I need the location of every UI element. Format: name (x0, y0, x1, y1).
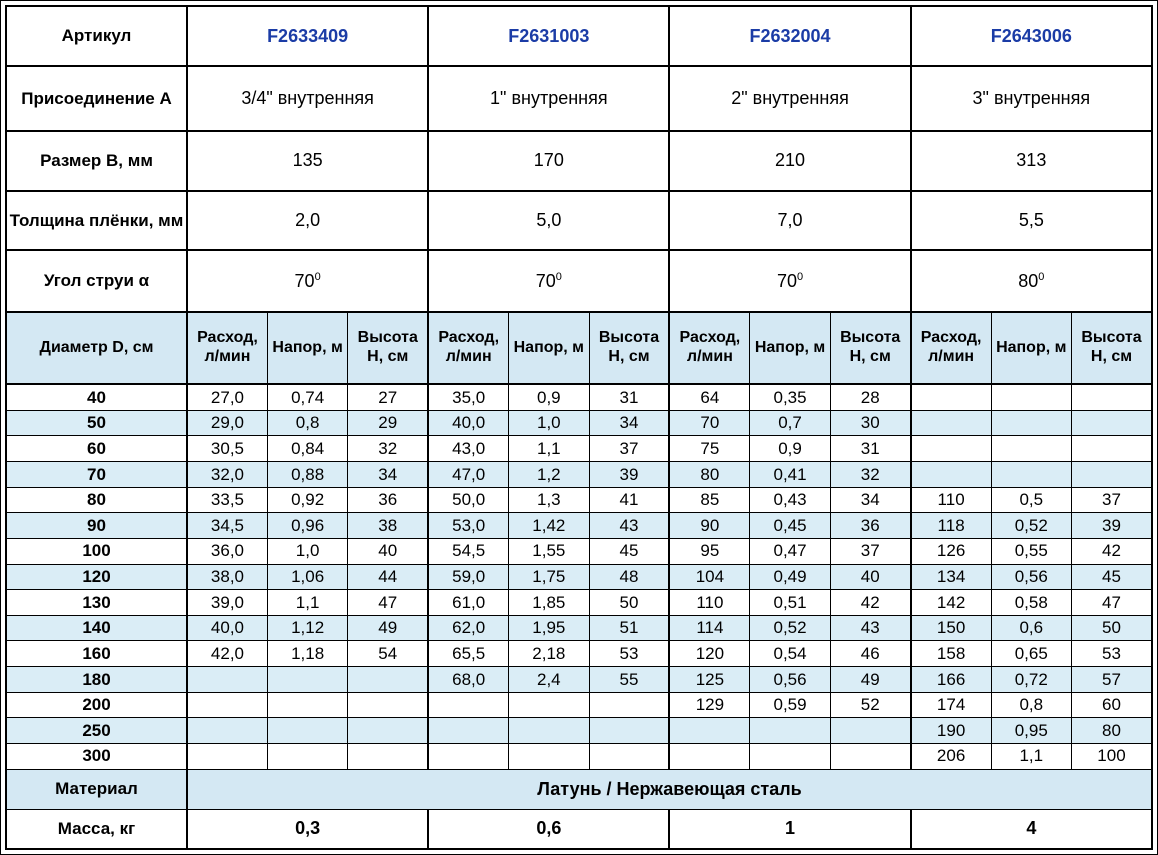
data-row-d50 (6, 410, 1152, 436)
col-header-height: Высота Н, см (348, 312, 428, 384)
data-cell: 61,0 (428, 590, 508, 616)
data-cell: 65,5 (428, 641, 508, 667)
data-cell (991, 436, 1071, 462)
data-cell (267, 667, 347, 693)
data-cell: 95 (669, 538, 749, 564)
data-cell: 46 (830, 641, 910, 667)
data-cell: 125 (669, 667, 749, 693)
data-cell: 51 (589, 615, 669, 641)
data-cell: 45 (1071, 564, 1152, 590)
data-cell: 1,06 (267, 564, 347, 590)
data-cell: 70 (669, 410, 749, 436)
data-cell: 0,52 (991, 513, 1071, 539)
mass-value: 1 (669, 809, 910, 849)
data-cell: 39,0 (187, 590, 267, 616)
data-cell: 0,95 (991, 718, 1071, 744)
data-cell: 47 (348, 590, 428, 616)
data-cell: 38 (348, 513, 428, 539)
data-cell (348, 718, 428, 744)
data-row-d60 (6, 436, 1152, 462)
col-header-head: Напор, м (509, 312, 589, 384)
row-label-film-thickness: Толщина плёнки, мм (6, 191, 187, 251)
data-cell: 40,0 (428, 410, 508, 436)
diameter-value: 300 (6, 743, 187, 769)
data-cell (750, 718, 830, 744)
data-cell (187, 692, 267, 718)
data-cell (428, 718, 508, 744)
data-cell: 80 (1071, 718, 1152, 744)
data-cell: 0,45 (750, 513, 830, 539)
jet-angle-value: $70^0$ (669, 250, 910, 311)
data-cell: 0,92 (267, 487, 347, 513)
data-cell: 37 (1071, 487, 1152, 513)
data-cell: 28 (830, 384, 910, 410)
data-cell: 0,56 (750, 667, 830, 693)
mass-value: 0,6 (428, 809, 669, 849)
data-cell: 1,0 (267, 538, 347, 564)
row-label-connection: Присоединение А (6, 66, 187, 131)
data-row-d180 (6, 667, 1152, 693)
data-cell: 0,6 (991, 615, 1071, 641)
data-cell: 27 (348, 384, 428, 410)
data-cell: 59,0 (428, 564, 508, 590)
data-cell: 0,8 (267, 410, 347, 436)
data-cell: 1,1 (509, 436, 589, 462)
data-cell (991, 384, 1071, 410)
diameter-value: 160 (6, 641, 187, 667)
data-row-d140 (6, 615, 1152, 641)
diameter-value: 200 (6, 692, 187, 718)
data-cell (509, 718, 589, 744)
data-cell (187, 743, 267, 769)
data-cell (428, 743, 508, 769)
diameter-value: 90 (6, 513, 187, 539)
data-cell: 0,54 (750, 641, 830, 667)
data-cell: 0,56 (991, 564, 1071, 590)
film-thickness-value: 7,0 (669, 191, 910, 251)
footer-section (6, 769, 1152, 849)
data-cell (589, 692, 669, 718)
data-cell (267, 692, 347, 718)
data-cell: 118 (911, 513, 991, 539)
data-cell: 104 (669, 564, 749, 590)
spec-section (6, 6, 1152, 384)
col-header-flow-rate: Расход, л/мин (669, 312, 749, 384)
data-cell: 1,75 (509, 564, 589, 590)
diameter-value: 140 (6, 615, 187, 641)
data-cell: 40 (348, 538, 428, 564)
row-jet-angle (6, 250, 1152, 311)
col-header-flow-rate: Расход, л/мин (428, 312, 508, 384)
data-cell: 43,0 (428, 436, 508, 462)
data-cell: 75 (669, 436, 749, 462)
data-cell: 0,9 (509, 384, 589, 410)
data-row-d200 (6, 692, 1152, 718)
row-material (6, 769, 1152, 809)
diameter-value: 250 (6, 718, 187, 744)
data-cell: 34 (348, 462, 428, 488)
data-cell: 36 (348, 487, 428, 513)
material-value: Латунь / Нержавеющая сталь (187, 769, 1152, 809)
row-mass (6, 809, 1152, 849)
data-row-d80 (6, 487, 1152, 513)
row-label-mass: Масса, кг (6, 809, 187, 849)
size-value: 210 (669, 131, 910, 191)
data-cell: 1,95 (509, 615, 589, 641)
diameter-column-header: Диаметр D, см (6, 312, 187, 384)
data-cell: 43 (589, 513, 669, 539)
data-cell: 158 (911, 641, 991, 667)
data-cell: 0,88 (267, 462, 347, 488)
data-cell: 29,0 (187, 410, 267, 436)
col-header-height: Высота Н, см (1071, 312, 1152, 384)
data-cell: 0,49 (750, 564, 830, 590)
data-cell: 0,55 (991, 538, 1071, 564)
data-cell: 0,52 (750, 615, 830, 641)
data-cell: 55 (589, 667, 669, 693)
data-cell: 0,43 (750, 487, 830, 513)
connection-value: 3" внутренняя (911, 66, 1152, 131)
size-value: 170 (428, 131, 669, 191)
row-article (6, 6, 1152, 66)
data-cell: 27,0 (187, 384, 267, 410)
data-cell: 0,7 (750, 410, 830, 436)
article-code[interactable]: F2632004 (669, 6, 910, 66)
data-cell: 166 (911, 667, 991, 693)
data-cell: 0,47 (750, 538, 830, 564)
data-cell: 30 (830, 410, 910, 436)
data-cell: 0,65 (991, 641, 1071, 667)
data-cell: 47 (1071, 590, 1152, 616)
data-cell: 1,2 (509, 462, 589, 488)
data-cell: 35,0 (428, 384, 508, 410)
data-cell (911, 462, 991, 488)
jet-angle-value: $70^0$ (428, 250, 669, 311)
data-cell: 150 (911, 615, 991, 641)
data-cell: 129 (669, 692, 749, 718)
connection-value: 2" внутренняя (669, 66, 910, 131)
data-cell: 1,42 (509, 513, 589, 539)
data-cell (267, 718, 347, 744)
data-cell (428, 692, 508, 718)
col-header-flow-rate: Расход, л/мин (911, 312, 991, 384)
data-cell (187, 718, 267, 744)
diameter-value: 70 (6, 462, 187, 488)
data-cell: 0,74 (267, 384, 347, 410)
data-cell: 42,0 (187, 641, 267, 667)
data-cell: 190 (911, 718, 991, 744)
data-cell (991, 462, 1071, 488)
data-cell: 0,72 (991, 667, 1071, 693)
data-cell: 37 (589, 436, 669, 462)
film-thickness-value: 5,5 (911, 191, 1152, 251)
data-row-d250 (6, 718, 1152, 744)
data-cell: 0,5 (991, 487, 1071, 513)
data-cell: 31 (830, 436, 910, 462)
data-cell: 53,0 (428, 513, 508, 539)
mass-value: 4 (911, 809, 1152, 849)
col-header-height: Высота Н, см (589, 312, 669, 384)
data-cell: 31 (589, 384, 669, 410)
data-cell (669, 743, 749, 769)
col-header-flow-rate: Расход, л/мин (187, 312, 267, 384)
data-cell: 42 (1071, 538, 1152, 564)
data-cell: 36,0 (187, 538, 267, 564)
data-cell (509, 743, 589, 769)
diameter-value: 50 (6, 410, 187, 436)
data-cell: 62,0 (428, 615, 508, 641)
data-cell: 49 (348, 615, 428, 641)
data-cell (509, 692, 589, 718)
data-cell: 43 (830, 615, 910, 641)
data-cell: 1,85 (509, 590, 589, 616)
connection-value: 3/4" внутренняя (187, 66, 428, 131)
data-cell: 47,0 (428, 462, 508, 488)
data-row-d40 (6, 384, 1152, 410)
data-cell: 0,84 (267, 436, 347, 462)
data-cell: 39 (589, 462, 669, 488)
data-cell (348, 743, 428, 769)
data-cell: 1,12 (267, 615, 347, 641)
data-cell: 2,4 (509, 667, 589, 693)
data-cell (348, 667, 428, 693)
data-cell: 49 (830, 667, 910, 693)
data-cell: 54 (348, 641, 428, 667)
data-cell: 206 (911, 743, 991, 769)
data-cell: 48 (589, 564, 669, 590)
data-cell: 85 (669, 487, 749, 513)
jet-angle-value: $70^0$ (187, 250, 428, 311)
data-cell: 34 (589, 410, 669, 436)
data-cell: 42 (830, 590, 910, 616)
data-cell: 39 (1071, 513, 1152, 539)
data-cell: 30,5 (187, 436, 267, 462)
article-code[interactable]: F2633409 (187, 6, 428, 66)
row-film-thickness (6, 191, 1152, 251)
data-cell: 110 (911, 487, 991, 513)
data-cell: 80 (669, 462, 749, 488)
data-cell: 50,0 (428, 487, 508, 513)
row-label-jet-angle: Угол струи α (6, 250, 187, 311)
col-header-head: Напор, м (991, 312, 1071, 384)
data-row-d90 (6, 513, 1152, 539)
data-cell: 34 (830, 487, 910, 513)
size-value: 135 (187, 131, 428, 191)
data-cell: 53 (589, 641, 669, 667)
data-cell: 134 (911, 564, 991, 590)
data-cell: 54,5 (428, 538, 508, 564)
data-row-d120 (6, 564, 1152, 590)
diameter-value: 80 (6, 487, 187, 513)
data-cell: 32 (348, 436, 428, 462)
data-cell: 33,5 (187, 487, 267, 513)
data-row-d130 (6, 590, 1152, 616)
row-label-material: Материал (6, 769, 187, 809)
data-cell: 0,8 (991, 692, 1071, 718)
data-cell: 1,1 (991, 743, 1071, 769)
diameter-value: 100 (6, 538, 187, 564)
data-row-d300 (6, 743, 1152, 769)
data-cell: 53 (1071, 641, 1152, 667)
row-size (6, 131, 1152, 191)
data-cell: 1,0 (509, 410, 589, 436)
data-cell: 50 (1071, 615, 1152, 641)
data-cell: 52 (830, 692, 910, 718)
mass-value: 0,3 (187, 809, 428, 849)
data-cell: 126 (911, 538, 991, 564)
data-cell: 68,0 (428, 667, 508, 693)
data-cell: 90 (669, 513, 749, 539)
data-cell (830, 718, 910, 744)
row-label-article: Артикул (6, 6, 187, 66)
data-cell: 0,51 (750, 590, 830, 616)
data-cell (187, 667, 267, 693)
data-cell: 36 (830, 513, 910, 539)
film-thickness-value: 5,0 (428, 191, 669, 251)
data-cell: 64 (669, 384, 749, 410)
data-cell: 37 (830, 538, 910, 564)
data-row-d100 (6, 538, 1152, 564)
data-cell: 29 (348, 410, 428, 436)
measure-header-row (6, 312, 1152, 384)
data-cell (830, 743, 910, 769)
data-cell: 45 (589, 538, 669, 564)
data-cell: 0,35 (750, 384, 830, 410)
data-cell: 110 (669, 590, 749, 616)
data-cell: 32 (830, 462, 910, 488)
diameter-value: 120 (6, 564, 187, 590)
size-value: 313 (911, 131, 1152, 191)
data-cell (911, 436, 991, 462)
diameter-value: 130 (6, 590, 187, 616)
data-cell: 1,18 (267, 641, 347, 667)
data-cell: 2,18 (509, 641, 589, 667)
data-cell: 34,5 (187, 513, 267, 539)
diameter-value: 60 (6, 436, 187, 462)
data-cell: 142 (911, 590, 991, 616)
data-cell: 41 (589, 487, 669, 513)
data-cell: 0,96 (267, 513, 347, 539)
data-cell: 38,0 (187, 564, 267, 590)
connection-value: 1" внутренняя (428, 66, 669, 131)
article-code[interactable]: F2631003 (428, 6, 669, 66)
data-cell: 0,59 (750, 692, 830, 718)
data-cell: 40 (830, 564, 910, 590)
row-connection (6, 66, 1152, 131)
data-row-d70 (6, 462, 1152, 488)
data-cell: 120 (669, 641, 749, 667)
data-cell (911, 384, 991, 410)
data-cell: 1,1 (267, 590, 347, 616)
data-cell: 0,41 (750, 462, 830, 488)
data-cell: 114 (669, 615, 749, 641)
data-cell (750, 743, 830, 769)
col-header-head: Напор, м (750, 312, 830, 384)
data-cell: 40,0 (187, 615, 267, 641)
row-label-size: Размер В, мм (6, 131, 187, 191)
diameter-value: 40 (6, 384, 187, 410)
diameter-value: 180 (6, 667, 187, 693)
article-code[interactable]: F2643006 (911, 6, 1152, 66)
data-cell: 32,0 (187, 462, 267, 488)
data-cell (911, 410, 991, 436)
data-cell: 44 (348, 564, 428, 590)
data-row-d160 (6, 641, 1152, 667)
data-cell: 50 (589, 590, 669, 616)
col-header-height: Высота Н, см (830, 312, 910, 384)
data-cell (1071, 410, 1152, 436)
performance-data-section (6, 384, 1152, 769)
data-cell (669, 718, 749, 744)
data-cell (1071, 384, 1152, 410)
data-cell: 0,58 (991, 590, 1071, 616)
data-cell (589, 743, 669, 769)
jet-angle-value: $80^0$ (911, 250, 1152, 311)
data-cell (348, 692, 428, 718)
data-cell: 0,9 (750, 436, 830, 462)
data-cell: 1,55 (509, 538, 589, 564)
data-cell (991, 410, 1071, 436)
film-thickness-value: 2,0 (187, 191, 428, 251)
data-cell: 1,3 (509, 487, 589, 513)
data-cell: 100 (1071, 743, 1152, 769)
col-header-head: Напор, м (267, 312, 347, 384)
data-cell: 60 (1071, 692, 1152, 718)
data-cell (267, 743, 347, 769)
data-cell (1071, 462, 1152, 488)
nozzle-spec-table (5, 5, 1153, 850)
data-cell (589, 718, 669, 744)
data-cell: 174 (911, 692, 991, 718)
data-cell: 57 (1071, 667, 1152, 693)
data-cell (1071, 436, 1152, 462)
